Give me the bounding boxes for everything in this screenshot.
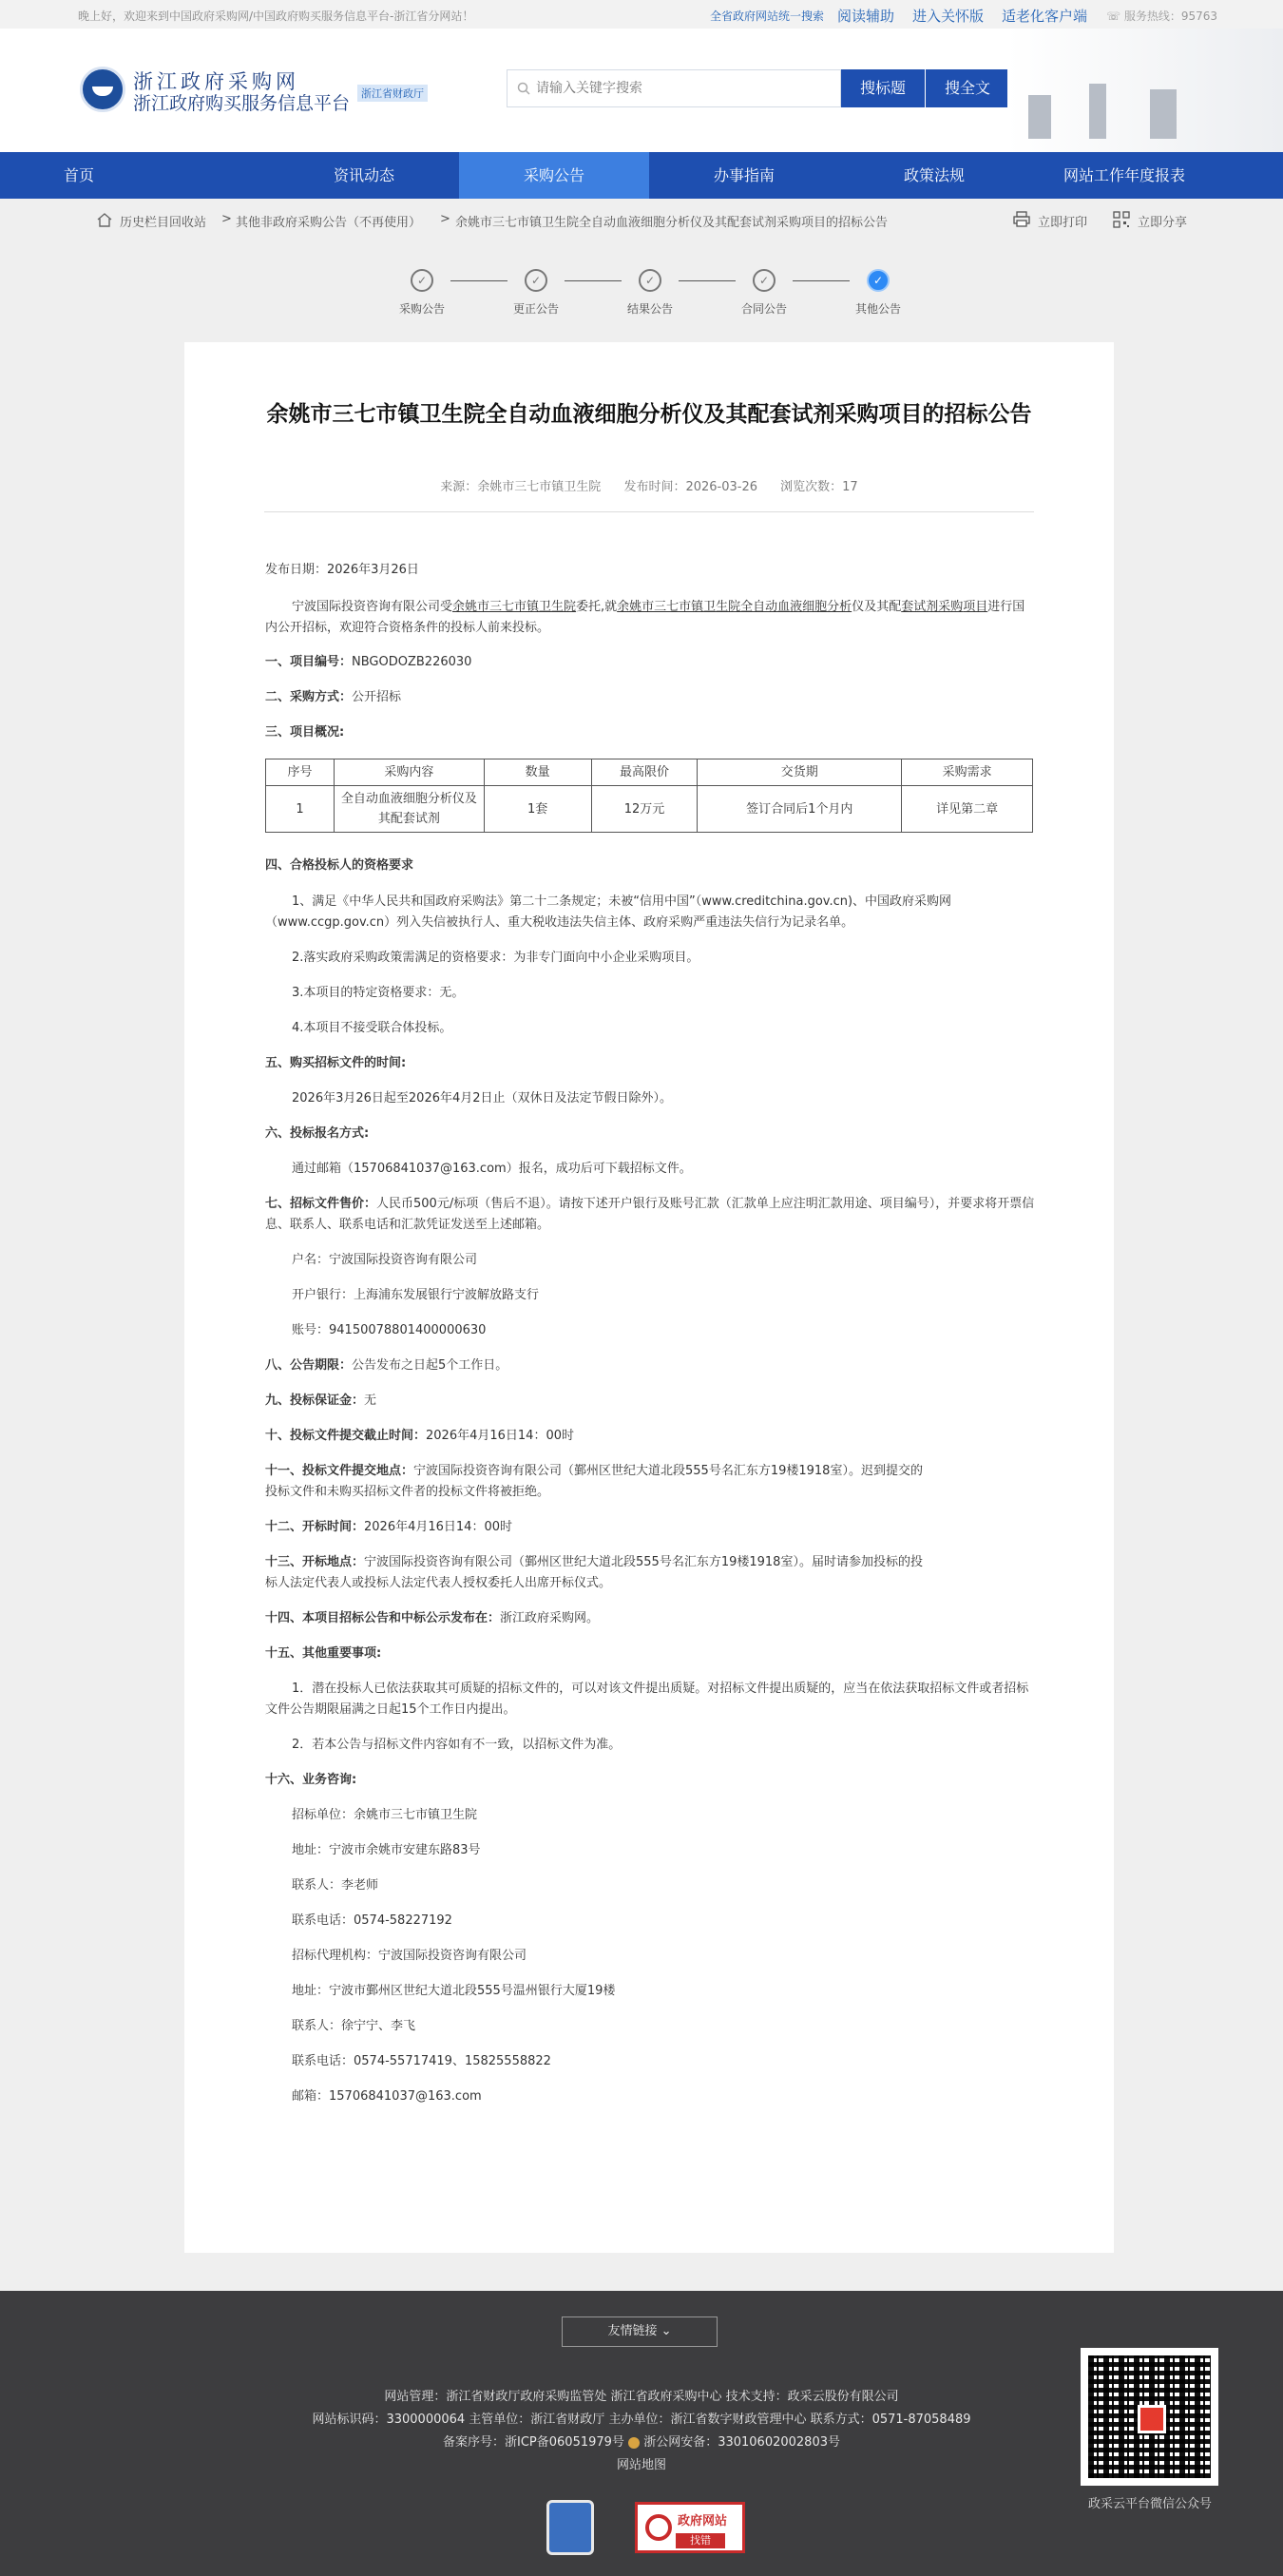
contact-line: 联系电话：0574-55717419、15825558822 (292, 2054, 551, 2068)
check-icon: ✓ (753, 269, 776, 292)
search-icon (517, 82, 530, 95)
table-header-row: 序号 采购内容 数量 最高限价 交货期 采购需求 (266, 759, 1033, 786)
breadcrumb (0, 199, 1283, 240)
bank-name: 开户银行：上海浦东发展银行宁波解放路支行 (292, 1288, 540, 1302)
dept-tag: 浙江省财政厅 (357, 85, 428, 102)
public-institution-badge-icon[interactable] (546, 2500, 594, 2555)
article-panel (184, 342, 1114, 2253)
publish-date: 发布日期：2026年3月26日 (265, 563, 419, 577)
contact-line: 地址：宁波市余姚市安建东路83号 (292, 1843, 481, 1857)
nav-news[interactable]: 资讯动态 (333, 166, 394, 184)
qualification-4: 4.本项目不接受联合体投标。 (292, 1021, 452, 1035)
section-heading: 四、合格投标人的资格要求 (265, 858, 414, 873)
check-icon: ✓ (867, 269, 890, 292)
breadcrumb-item-recycle[interactable]: 历史栏目回收站 (120, 216, 207, 230)
article-views: 浏览次数：17 (780, 480, 858, 494)
project-number: 一、项目编号：NBGODOZB226030 (265, 655, 472, 669)
welcome-text: 晚上好，欢迎来到中国政府采购网/中国政府购买服务信息平台-浙江省分网站！ (78, 10, 474, 23)
project-link[interactable]: 套试剂采购 (901, 600, 964, 614)
footer-management-line: 网站管理：浙江省财政厅政府采购监管处 浙江省政府采购中心 技术支持：政采云股份有限公司 (384, 2390, 899, 2404)
nav-home[interactable]: 首页 (63, 166, 94, 184)
top-bar (0, 0, 1283, 29)
footer-identifier-line: 网站标识码：3300000064 主管单位：浙江省财政厅 主办单位：浙江省数字财政管理中心 联系方式：0571-87058489 (312, 2413, 971, 2427)
site-footer (0, 2291, 1283, 2576)
project-link[interactable]: 项目 (963, 600, 988, 614)
contact-line: 联系电话：0574-58227192 (292, 1913, 452, 1928)
care-mode-link[interactable]: 进入关怀版 (912, 8, 985, 25)
article-source: 来源：余姚市三七市镇卫生院 (440, 480, 602, 494)
qr-caption: 政采云平台微信公众号 (1087, 2497, 1212, 2511)
account-number: 账号：94150078801400000630 (292, 1323, 487, 1337)
step-result-notice[interactable]: ✓ 结果公告 (603, 269, 698, 317)
qualification-1: 1、满足《中华人民共和国政府采购法》第二十二条规定；未被“信用中国”（www.creditchina.gov.cn)、中国政府采购网（www.ccgp.gov.cn）列入失信被执行人、重大税收违法失信主体、政府采购严重违法失信行为记录名单。 (265, 894, 952, 930)
emblem-logo-icon[interactable] (80, 67, 125, 112)
share-button[interactable]: 立即分享 (1138, 216, 1188, 230)
opening-time: 十二、开标时间：2026年4月16日14：00时 (265, 1520, 512, 1534)
article-meta (260, 476, 1038, 494)
purchase-time: 2026年3月26日起至2026年4月2日止（双休日及法定节假日除外）。 (292, 1091, 673, 1105)
printer-icon[interactable] (1013, 211, 1030, 227)
article-title: 余姚市三七市镇卫生院全自动血液细胞分析仪及其配套试剂采购项目的招标公告 (266, 402, 1032, 427)
nav-annual-report[interactable]: 网站工作年度报表 (1063, 166, 1185, 184)
contact-line: 招标单位：余姚市三七市镇卫生院 (292, 1808, 478, 1822)
breadcrumb-item-other[interactable]: 其他非政府采购公告（不再使用） (236, 216, 422, 230)
nav-procurement-notice[interactable]: 采购公告 (459, 152, 649, 199)
sitemap-link[interactable]: 网站地图 (616, 2458, 666, 2472)
search-box (507, 69, 841, 107)
step-contract-notice[interactable]: ✓ 合同公告 (717, 269, 812, 317)
pagoda-decoration (1007, 29, 1283, 152)
phone-icon: ☏ (1106, 10, 1124, 23)
other-matters-1: 1．潜在投标人已依法获取其可质疑的招标文件的，可以对该文件提出质疑。对招标文件提出质疑的，应当在依法获取招标文件或者招标文件公告期限届满之日起15个工作日内提出。 (265, 1682, 1029, 1717)
article-publish-time: 发布时间：2026-03-26 (623, 480, 758, 494)
home-icon[interactable] (97, 213, 112, 227)
section-heading: 十五、其他重要事项: (265, 1646, 382, 1661)
qualification-2: 2.落实政府采购政策需满足的资格要求：为非专门面向中小企业采购项目。 (292, 951, 699, 965)
qr-share-icon[interactable] (1113, 211, 1130, 228)
wechat-qr-code (1081, 2348, 1218, 2486)
police-badge-icon (628, 2437, 640, 2449)
site-title[interactable]: 浙江政府采购网 (133, 70, 299, 93)
chevron-down-icon: ⌄ (661, 2324, 672, 2338)
breadcrumb-separator: > (221, 212, 232, 226)
account-name: 户名：宁波国际投资咨询有限公司 (292, 1253, 478, 1267)
intro-paragraph: 宁波国际投资咨询有限公司受余姚市三七市镇卫生院委托,就余姚市三七市镇卫生院全自动血液细胞分析仪及其配套试剂采购项目进行国内公开招标，欢迎符合资格条件的投标人前来投标。 (265, 600, 1025, 635)
reading-aid-link[interactable]: 阅读辅助 (837, 8, 895, 25)
project-link[interactable]: 余姚市三七市镇卫生院全自动血液细胞分析 (617, 600, 852, 614)
breadcrumb-separator: > (440, 212, 450, 226)
bid-deposit: 九、投标保证金：无 (265, 1394, 377, 1408)
check-icon: ✓ (639, 269, 661, 292)
check-icon: ✓ (525, 269, 547, 292)
section-heading: 十六、业务咨询: (265, 1773, 357, 1787)
service-hotline (1106, 8, 1217, 24)
contact-line: 联系人：徐宁宁、李飞 (292, 2019, 416, 2033)
gov-site-error-report-badge[interactable]: 政府网站 找错 (635, 2502, 745, 2553)
step-other-notice[interactable]: ✓ 其他公告 (831, 269, 926, 317)
qualification-3: 3.本项目的特定资格要求：无。 (292, 986, 465, 1000)
site-header (0, 29, 1283, 152)
opening-location: 十三、开标地点：宁波国际投资咨询有限公司（鄞州区世纪大道北段555号名汇东方19楼1918室）。届时请参加投标的投标人法定代表人或投标人法定代表人授权委托人出席开标仪式。 (265, 1555, 923, 1590)
org-link[interactable]: 余姚市三七市镇卫生院 (452, 600, 577, 614)
print-button[interactable]: 立即打印 (1038, 216, 1088, 230)
police-record-link[interactable]: 浙公网安备：33010602002803号 (643, 2435, 840, 2450)
document-price: 七、招标文件售价：人民币500元/标项（售后不退）。请按下述开户银行及账号汇款（汇款单上应注明汇款用途、项目编号），并要求将开票信息、联系人、联系电话和汇款凭证发送至上述邮箱。 (265, 1197, 1035, 1232)
submission-deadline: 十、投标文件提交截止时间：2026年4月16日14：00时 (265, 1429, 574, 1443)
breadcrumb-item-current: 余姚市三七市镇卫生院全自动血液细胞分析仪及其配套试剂采购项目的招标公告 (455, 216, 889, 230)
icp-link[interactable]: 备案序号：浙ICP备06051979号 (443, 2435, 624, 2450)
other-matters-2: 2．若本公告与招标文件内容如有不一致，以招标文件为准。 (292, 1738, 622, 1752)
contact-line: 地址：宁波市鄞州区世纪大道北段555号温州银行大厦19楼 (292, 1984, 616, 1998)
contact-email: 邮箱：15706841037@163.com (292, 2089, 482, 2104)
notice-period: 八、公告期限：公告发布之日起5个工作日。 (265, 1358, 508, 1373)
registration-method: 通过邮箱（15706841037@163.com）报名，成功后可下载招标文件。 (292, 1162, 692, 1176)
divider (264, 511, 1034, 512)
search-title-button[interactable]: 搜标题 (841, 69, 925, 107)
magnifier-icon (645, 2514, 672, 2541)
section-heading: 五、购买招标文件的时间: (265, 1056, 407, 1070)
check-icon: ✓ (411, 269, 433, 292)
table-row: 1 全自动血液细胞分析仪及其配套试剂 1套 12万元 签订合同后1个月内 详见第二章 (266, 786, 1033, 833)
notice-progress-steps (0, 257, 1283, 323)
hotline-text: 服务热线：95763 (1123, 10, 1218, 23)
site-subtitle[interactable]: 浙江政府购买服务信息平台 (133, 93, 351, 114)
main-nav (0, 152, 1283, 199)
search-fulltext-button[interactable]: 搜全文 (926, 69, 1009, 107)
nav-guide[interactable]: 办事指南 (713, 166, 775, 184)
section-heading: 三、项目概况: (265, 725, 345, 740)
search-input[interactable] (536, 78, 821, 99)
contact-line: 联系人：李老师 (292, 1878, 379, 1893)
elder-client-link[interactable]: 适老化客户端 (1002, 8, 1088, 25)
project-overview-table (265, 759, 1033, 833)
step-procurement-notice[interactable]: ✓ 采购公告 (374, 269, 469, 317)
friendly-links-dropdown[interactable]: 友情链接 ⌄ (562, 2316, 718, 2347)
publication-site: 十四、本项目招标公告和中标公示发布在：浙江政府采购网。 (265, 1611, 600, 1625)
nav-policy[interactable]: 政策法规 (903, 166, 965, 184)
procurement-method: 二、采购方式：公开招标 (265, 690, 402, 704)
submission-location: 十一、投标文件提交地点：宁波国际投资咨询有限公司（鄞州区世纪大道北段555号名汇东方19楼1918室）。迟到提交的投标文件和未购买招标文件者的投标文件将被拒绝。 (265, 1464, 923, 1499)
province-search-link[interactable]: 全省政府网站统一搜索 (710, 10, 825, 23)
contact-line: 招标代理机构：宁波国际投资咨询有限公司 (292, 1949, 527, 1963)
step-correction-notice[interactable]: ✓ 更正公告 (488, 269, 584, 317)
section-heading: 六、投标报名方式: (265, 1126, 370, 1141)
